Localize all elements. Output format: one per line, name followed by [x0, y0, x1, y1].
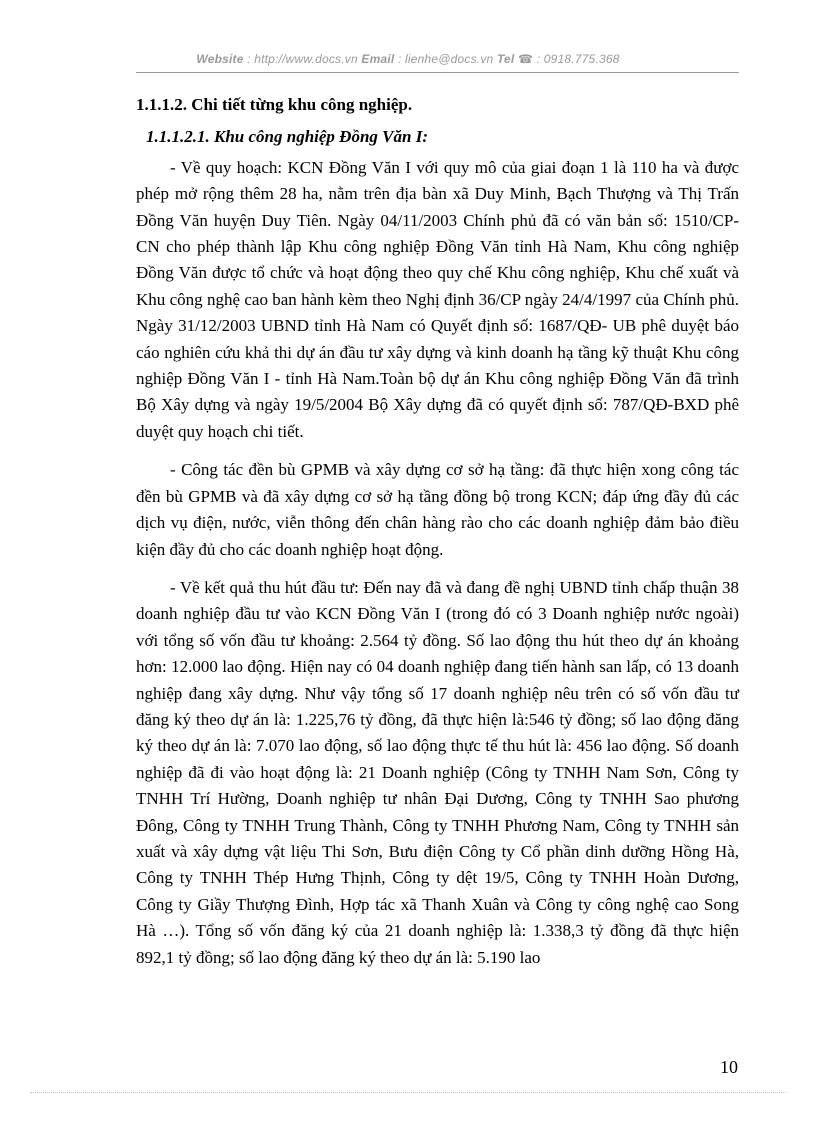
header-website-value: : http://www.docs.vn: [247, 52, 358, 66]
section-heading: 1.1.1.2. Chi tiết từng khu công nghiệp.: [136, 95, 413, 114]
paragraph-investment: - Về kết quả thu hút đầu tư: Đến nay đã và đang đề nghị UBND tỉnh chấp thuận 38 doanh nghiệp đầu tư vào KCN Đồng Văn I (trong đó có 3 Doanh nghiệp nước ngoài) với tổng số vốn đầu tư khoảng: 2.564 tỷ đồng. Số lao động thu hút theo dự án khoảng hơn: 12.000 lao động. Hiện nay có 04 doanh nghiệp đang tiến hành san lấp, có 13 doanh nghiệp đang xây dựng. Như vậy tổng số 17 doanh nghiệp nêu trên có số vốn đầu tư đăng ký theo dự án là: 1.225,76 tỷ đồng, đã thực hiện là:546 tỷ đồng; số lao động đăng ký theo dự án là: 7.070 lao động, số lao động thực tế thu hút là: 456 lao động. Số doanh nghiệp đã đi vào hoạt động là: 21 Doanh nghiệp (Công ty TNHH Nam Sơn, Công ty TNHH Trí Hường, Doanh nghiệp tư nhân Đại Dương, Công ty TNHH Sao phương Đông, Công ty TNHH Trung Thành, Công ty TNHH Phương Nam, Công ty TNHH sản xuất và xây dựng vật liệu Thi Sơn, Bưu điện Công ty Cổ phần dinh dưỡng Hồng Hà, Công ty TNHH Thép Hưng Thịnh, Công ty dệt 19/5, Công ty TNHH Hoàn Dương, Công ty Giầy Thượng Đình, Hợp tác xã Thanh Xuân và Công ty công nghệ cao Song Hà …). Tổng số vốn đăng ký của 21 doanh nghiệp là: 1.338,3 tỷ đồng đã thực hiện 892,1 tỷ đồng; số lao động đăng ký theo dự án là: 5.190 lao: [136, 577, 739, 967]
paragraph-planning: - Về quy hoạch: KCN Đồng Văn I với quy mô của giai đoạn 1 là 110 ha và được phép mở rộng thêm 28 ha, nằm trên địa bàn xã Duy Minh, Bạch Thượng và Thị Trấn Đồng Văn huyện Duy Tiên. Ngày 04/11/2003 Chính phủ đã có văn bản số: 1510/CP- CN cho phép thành lập Khu công nghiệp Đồng Văn tỉnh Hà Nam, Khu công nghiệp Đồng Văn được tổ chức và hoạt động theo quy chế Khu công nghiệp, Khu chế xuất và Khu công nghệ cao ban hành kèm theo Nghị định 36/CP ngày 24/4/1997 của Chính phủ. Ngày 31/12/2003 UBND tỉnh Hà Nam có Quyết định số: 1687/QĐ- UB phê duyệt báo cáo nghiên cứu khả thi dự án đầu tư xây dựng và kinh doanh hạ tầng kỹ thuật Khu công nghiệp Đồng Văn I - tỉnh Hà Nam.Toàn bộ dự án Khu công nghiệp Đồng Văn đã trình Bộ Xây dựng và ngày 19/5/2004 Bộ Xây dựng đã có quyết định số: 787/QĐ-BXD phê duyệt quy hoạch chi tiết.: [136, 157, 739, 441]
footer-divider: [30, 1092, 786, 1093]
page-header: [0, 52, 816, 66]
header-tel-value: ☎ : 0918.775.368: [518, 52, 620, 66]
page-number: 10: [720, 1057, 738, 1077]
document-body: [136, 88, 739, 983]
header-email-value: : lienhe@docs.vn: [397, 52, 494, 66]
paragraph-compensation: - Công tác đền bù GPMB và xây dựng cơ sở hạ tầng: đã thực hiện xong công tác đền bù GPMB và đã xây dựng cơ sở hạ tầng đồng bộ trong KCN; đáp ứng đầy đủ các dịch vụ điện, nước, viễn thông đến chân hàng rào cho các doanh nghiệp đảm bảo điều kiện đầy đủ cho các doanh nghiệp hoạt động.: [136, 460, 739, 559]
subsection-heading: 1.1.1.2.1. Khu công nghiệp Đồng Văn I:: [146, 127, 428, 147]
header-tel-label: Tel: [496, 52, 515, 66]
header-website-label: Website: [196, 52, 244, 66]
header-divider: [136, 72, 739, 73]
header-email-label: Email: [361, 52, 395, 66]
